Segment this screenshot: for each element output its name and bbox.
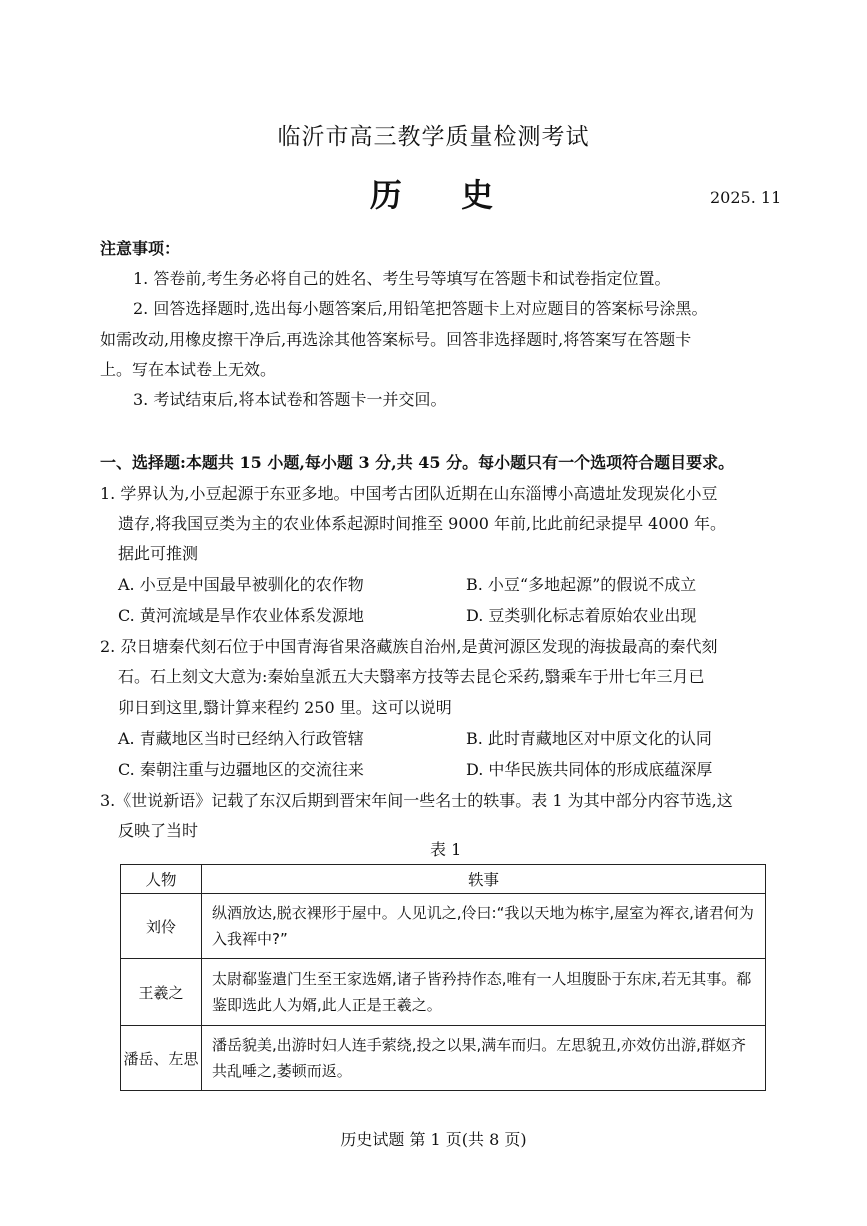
story-cell: 太尉郗鉴遣门生至王家选婿,诸子皆矜持作态,唯有一人坦腹卧于东床,若无其事。郗鉴即选此人为婿,此人正是王羲之。: [202, 959, 766, 1026]
exam-date: 2025. 11: [710, 188, 782, 207]
person-cell: 潘岳、左思: [121, 1026, 202, 1091]
story-cell: 纵酒放达,脱衣裸形于屋中。人见讥之,伶曰:“我以天地为栋宇,屋室为裈衣,诸君何为入我裈中?”: [202, 894, 766, 959]
section-heading: 一、选择题:本题共 15 小题,每小题 3 分,共 45 分。每小题只有一个选项符合题目要求。: [100, 453, 735, 472]
option-a: A. 青藏地区当时已经纳入行政管辖: [118, 729, 364, 748]
page-footer: 历史试题 第 1 页(共 8 页): [340, 1130, 527, 1149]
notes-line: 2. 回答选择题时,选出每小题答案后,用铅笔把答题卡上对应题目的答案标号涂黑。: [133, 299, 708, 318]
option-b: B. 此时青藏地区对中原文化的认同: [466, 729, 712, 748]
subject-title: 历 史: [369, 176, 518, 214]
notes-line: 3. 考试结束后,将本试卷和答题卡一并交回。: [133, 390, 447, 409]
table-row: [121, 1026, 766, 1091]
story-cell: 潘岳貌美,出游时妇人连手萦绕,投之以果,满车而归。左思貌丑,亦效仿出游,群妪齐共乱唾之,萎顿而返。: [202, 1026, 766, 1091]
question-2-line: 2. 尕日塘秦代刻石位于中国青海省果洛藏族自治州,是黄河源区发现的海拔最高的秦代刻: [100, 637, 718, 656]
option-a: A. 小豆是中国最早被驯化的农作物: [118, 575, 364, 594]
question-2-line: 石。石上刻文大意为:秦始皇派五大夫翳率方技等去昆仑采药,翳乘车于卅七年三月已: [118, 667, 705, 686]
notes-line: 上。写在本试卷上无效。: [100, 360, 277, 379]
notes-heading: 注意事项：: [100, 239, 181, 258]
option-d: D. 豆类驯化标志着原始农业出现: [466, 606, 697, 625]
person-cell: 刘伶: [121, 894, 202, 959]
anecdote-table: [120, 864, 766, 1091]
table-header-person: 人物: [121, 865, 202, 894]
question-1-line: 据此可推测: [118, 544, 199, 563]
table-caption: 表 1: [430, 840, 462, 859]
question-1-line: 1. 学界认为,小豆起源于东亚多地。中国考古团队近期在山东淄博小高遗址发现炭化小豆: [100, 484, 718, 503]
question-3-line: 反映了当时: [118, 821, 199, 840]
question-3-line: 3.《世说新语》记载了东汉后期到晋宋年间一些名士的轶事。表 1 为其中部分内容节选,这: [100, 791, 733, 810]
table-header-story: 轶事: [202, 865, 766, 894]
exam-title: 临沂市高三教学质量检测考试: [277, 124, 590, 150]
option-d: D. 中华民族共同体的形成底蕴深厚: [466, 760, 713, 779]
question-2-line: 卯日到这里,翳计算来程约 250 里。这可以说明: [118, 698, 452, 717]
person-cell: 王羲之: [121, 959, 202, 1026]
option-c: C. 秦朝注重与边疆地区的交流往来: [118, 760, 364, 779]
table-row: [121, 959, 766, 1026]
notes-line: 1. 答卷前,考生务必将自己的姓名、考生号等填写在答题卡和试卷指定位置。: [133, 269, 671, 288]
notes-line: 如需改动,用橡皮擦干净后,再选涂其他答案标号。回答非选择题时,将答案写在答题卡: [100, 330, 692, 349]
question-1-line: 遗存,将我国豆类为主的农业体系起源时间推至 9000 年前,比此前纪录提早 4000 年。: [118, 514, 726, 533]
option-c: C. 黄河流域是旱作农业体系发源地: [118, 606, 364, 625]
table-header-row: [121, 865, 766, 894]
option-b: B. 小豆“多地起源”的假说不成立: [466, 575, 697, 594]
table-row: [121, 894, 766, 959]
